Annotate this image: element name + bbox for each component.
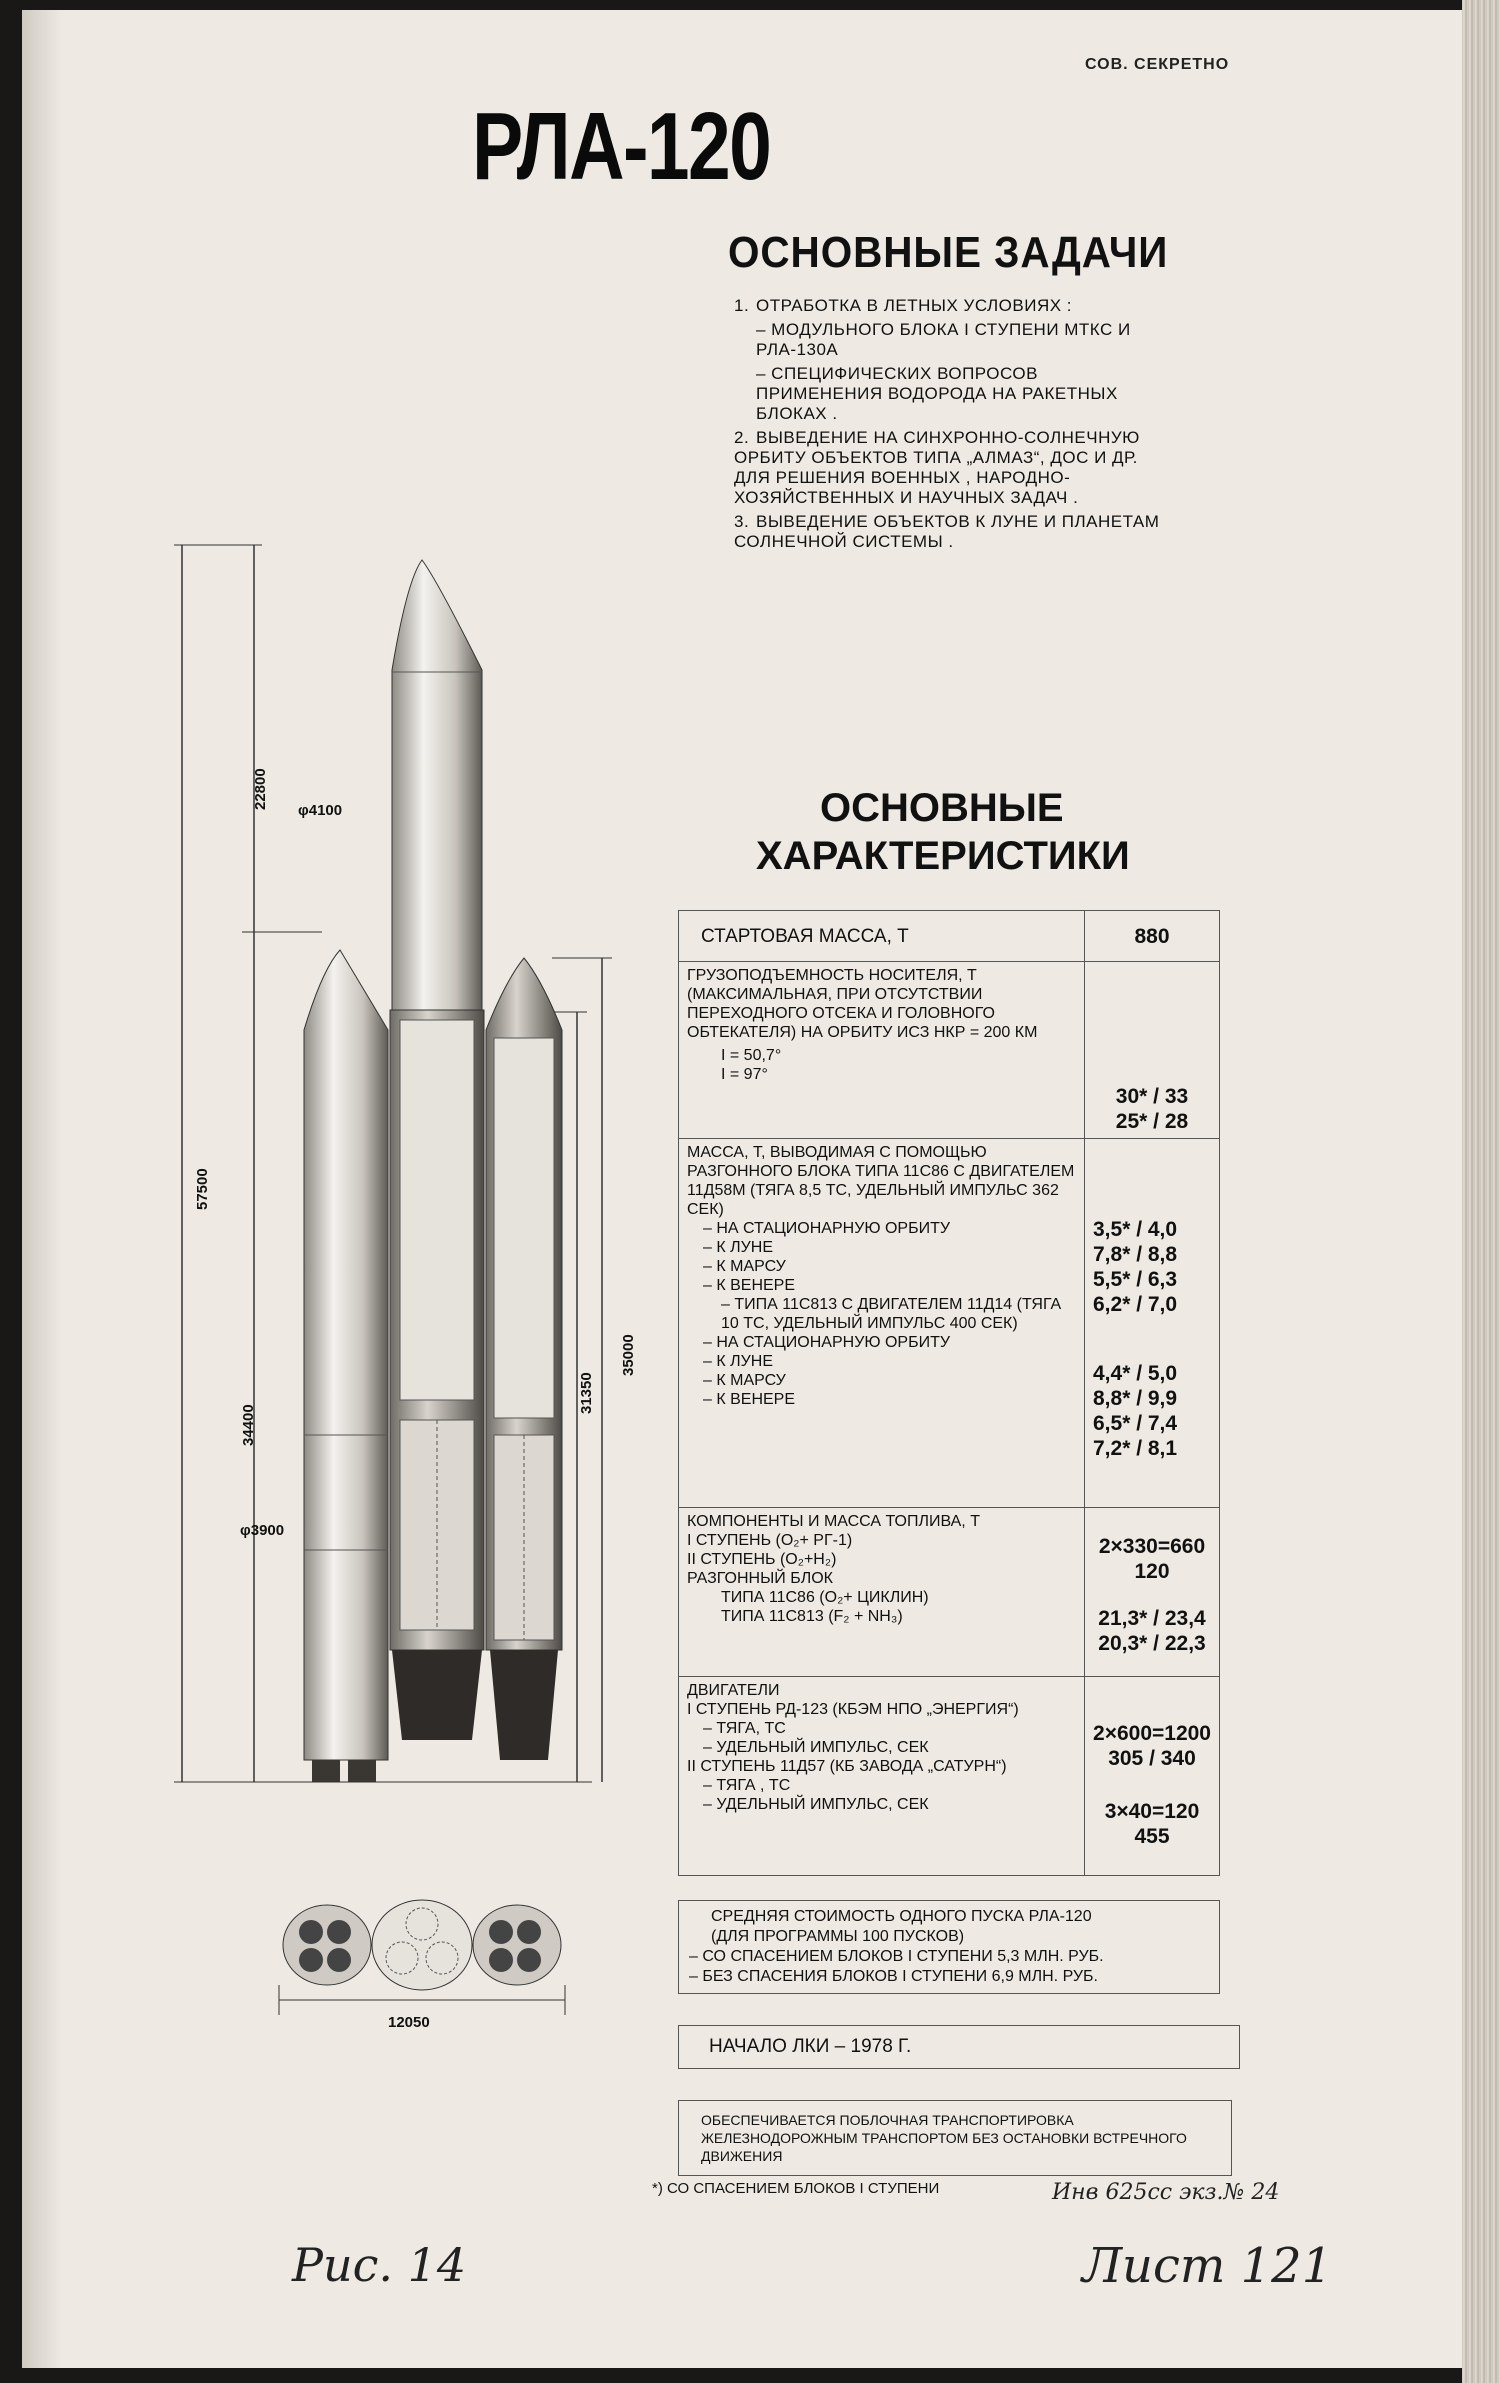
- upper-stage-row-label: – К МАРСУ: [703, 1258, 786, 1275]
- propellant-label: КОМПОНЕНТЫ И МАССА ТОПЛИВА, Т: [687, 1513, 980, 1530]
- cost-line: – БЕЗ СПАСЕНИЯ БЛОКОВ I СТУПЕНИ 6,9 МЛН. РУБ.: [689, 1968, 1098, 1985]
- lki-box: НАЧАЛО ЛКИ – 1978 Г.: [678, 2025, 1240, 2069]
- dim-width: 12050: [388, 2014, 430, 2031]
- engines-row-label: – ТЯГА, ТС: [703, 1720, 786, 1737]
- engines-row-value: 305 / 340: [1108, 1747, 1196, 1770]
- table-row: [679, 962, 1220, 1139]
- rocket-bottom-view: [277, 1890, 567, 2020]
- transport-box: ОБЕСПЕЧИВАЕТСЯ ПОБЛОЧНАЯ ТРАНСПОРТИРОВКА ЖЕЛЕЗНОДОРОЖНЫМ ТРАНСПОРТОМ БЕЗ ОСТАНОВКИ ВСТРЕЧНОГО ДВИЖЕНИЯ: [678, 2100, 1232, 2176]
- dim-upper-height: 22800: [252, 768, 269, 810]
- table-row: [679, 1508, 1220, 1677]
- propellant-row-value: 120: [1134, 1560, 1170, 1583]
- propellant-row-label: ТИПА 11С813 (F₂ + NH₃): [721, 1608, 903, 1625]
- payload-row-value: 25* / 28: [1115, 1110, 1189, 1133]
- table-row: [679, 1139, 1220, 1508]
- sheet-number: Лист 121: [1082, 2238, 1333, 2294]
- table-row: [679, 911, 1220, 962]
- tasks-list: [734, 296, 1164, 556]
- upper-stage-row-label: – К ЛУНЕ: [703, 1353, 773, 1370]
- engines-row-value: 455: [1134, 1825, 1170, 1848]
- task-item: – СПЕЦИФИЧЕСКИХ ВОПРОСОВ ПРИМЕНЕНИЯ ВОДОРОДА НА РАКЕТНЫХ БЛОКАХ .: [756, 364, 1118, 423]
- task-item: 1. ОТРАБОТКА В ЛЕТНЫХ УСЛОВИЯХ :: [734, 296, 1073, 315]
- upper-stage-row-label: – К ЛУНЕ: [703, 1239, 773, 1256]
- upper-stage-label-b: – ТИПА 11С813 С ДВИГАТЕЛЕМ 11Д14 (ТЯГА 10 ТС, УДЕЛЬНЫЙ ИМПУЛЬС 400 СЕК): [721, 1296, 1062, 1332]
- dim-booster-height: 34400: [240, 1404, 257, 1446]
- payload-label: ГРУЗОПОДЪЕМНОСТЬ НОСИТЕЛЯ, Т (МАКСИМАЛЬНАЯ, ПРИ ОТСУТСТВИИ ПЕРЕХОДНОГО ОТСЕКА И ГОЛОВНОГО ОБТЕКАТЕЛЯ) НА ОРБИТУ ИСЗ HКР = 200 КМ: [687, 967, 1038, 1041]
- cost-line: СРЕДНЯЯ СТОИМОСТЬ ОДНОГО ПУСКА РЛА-120: [711, 1908, 1092, 1925]
- propellant-row-value: 20,3* / 22,3: [1098, 1632, 1206, 1655]
- launch-mass-label: СТАРТОВАЯ МАССА, Т: [679, 911, 1085, 962]
- cost-line: – СО СПАСЕНИЕМ БЛОКОВ I СТУПЕНИ 5,3 МЛН. РУБ.: [689, 1948, 1104, 1965]
- upper-stage-label: МАССА, Т, ВЫВОДИМАЯ С ПОМОЩЬЮ РАЗГОННОГО БЛОКА ТИПА 11С86 С ДВИГАТЕЛЕМ 11Д58М (ТЯГА 8,5 ТС, УДЕЛЬНЫЙ ИМПУЛЬС 362 СЕК): [687, 1144, 1075, 1218]
- engines-row-value: 2×600=1200: [1093, 1722, 1211, 1745]
- propellant-row-label: II СТУПЕНЬ (O₂+H₂): [687, 1551, 837, 1568]
- classification-stamp: СОВ. СЕКРЕТНО: [1085, 56, 1230, 73]
- figure-number: Рис. 14: [292, 2238, 467, 2292]
- propellant-row-label: ТИПА 11С86 (O₂+ ЦИКЛИН): [721, 1589, 929, 1606]
- cost-box: [678, 1900, 1220, 1994]
- characteristics-heading-1: ОСНОВНЫЕ: [820, 786, 1064, 830]
- engines-row-label: I СТУПЕНЬ РД-123 (КБЭМ НПО „ЭНЕРГИЯ“): [687, 1701, 1019, 1718]
- engines-label: ДВИГАТЕЛИ: [687, 1682, 780, 1699]
- upper-stage-row-label: – К ВЕНЕРЕ: [703, 1277, 796, 1294]
- payload-row-value: 30* / 33: [1115, 1085, 1189, 1108]
- upper-stage-row-value: 7,2* / 8,1: [1093, 1437, 1178, 1460]
- upper-stage-row-value: 6,5* / 7,4: [1093, 1412, 1178, 1435]
- upper-stage-row-value: 6,2* / 7,0: [1093, 1293, 1178, 1316]
- characteristics-table: [678, 910, 1220, 1876]
- dim-total-height: 57500: [194, 1168, 211, 1210]
- book-binding: [1462, 0, 1500, 2383]
- upper-stage-row-value: 7,8* / 8,8: [1093, 1243, 1178, 1266]
- page-title: РЛА-120: [472, 93, 771, 200]
- task-item: – МОДУЛЬНОГО БЛОКА I СТУПЕНИ МТКС И РЛА-130А: [756, 320, 1131, 359]
- upper-stage-row-value: 3,5* / 4,0: [1093, 1218, 1178, 1241]
- upper-stage-row-value: 5,5* / 6,3: [1093, 1268, 1178, 1291]
- payload-row-label: I = 50,7°: [721, 1047, 782, 1064]
- upper-stage-row-value: 4,4* / 5,0: [1093, 1362, 1178, 1385]
- dim-diameter-booster: φ3900: [240, 1522, 285, 1539]
- propellant-row-label: I СТУПЕНЬ (O₂+ РГ-1): [687, 1532, 853, 1549]
- propellant-row-value: 21,3* / 23,4: [1098, 1607, 1206, 1630]
- propellant-row-label: РАЗГОННЫЙ БЛОК: [687, 1570, 833, 1587]
- engines-row-label: II СТУПЕНЬ 11Д57 (КБ ЗАВОДА „САТУРН“): [687, 1758, 1007, 1775]
- task-item: 2. ВЫВЕДЕНИЕ НА СИНХРОННО-СОЛНЕЧНУЮ ОРБИТУ ОБЪЕКТОВ ТИПА „АЛМАЗ“, ДОС И ДР. ДЛЯ РЕШЕНИЯ ВОЕННЫХ , НАРОДНО-ХОЗЯЙСТВЕННЫХ И НАУЧНЫХ ЗАДАЧ .: [734, 428, 1140, 507]
- upper-stage-row-label: – К ВЕНЕРЕ: [703, 1391, 796, 1408]
- tasks-heading: ОСНОВНЫЕ ЗАДАЧИ: [728, 228, 1169, 277]
- payload-row-label: I = 97°: [721, 1066, 768, 1083]
- propellant-row-value: 2×330=660: [1098, 1535, 1206, 1558]
- task-item: 3. ВЫВЕДЕНИЕ ОБЪЕКТОВ К ЛУНЕ И ПЛАНЕТАМ СОЛНЕЧНОЙ СИСТЕМЫ .: [734, 512, 1160, 551]
- upper-stage-row-label: – НА СТАЦИОНАРНУЮ ОРБИТУ: [703, 1220, 951, 1237]
- engines-row-label: – ТЯГА , ТС: [703, 1777, 791, 1794]
- dim-diameter-upper: φ4100: [298, 802, 343, 819]
- rocket-drawing: [172, 540, 672, 1990]
- launch-mass-value: 880: [1085, 911, 1220, 962]
- dim-core-height-a: 31350: [578, 1372, 595, 1414]
- upper-stage-row-value: 8,8* / 9,9: [1093, 1387, 1178, 1410]
- cost-line: (ДЛЯ ПРОГРАММЫ 100 ПУСКОВ): [711, 1928, 965, 1945]
- upper-stage-row-label: – К МАРСУ: [703, 1372, 786, 1389]
- engines-row-value: 3×40=120: [1104, 1800, 1200, 1823]
- inventory-note: Инв 625сс экз.№ 24: [1052, 2180, 1280, 2205]
- footnote: *) СО СПАСЕНИЕМ БЛОКОВ I СТУПЕНИ: [652, 2180, 940, 2197]
- document-page: [22, 10, 1462, 2368]
- characteristics-heading-2: ХАРАКТЕРИСТИКИ: [756, 834, 1130, 878]
- upper-stage-row-label: – НА СТАЦИОНАРНУЮ ОРБИТУ: [703, 1334, 951, 1351]
- engines-row-label: – УДЕЛЬНЫЙ ИМПУЛЬС, СЕК: [703, 1739, 929, 1756]
- engines-row-label: – УДЕЛЬНЫЙ ИМПУЛЬС, СЕК: [703, 1796, 929, 1813]
- dim-core-height-b: 35000: [620, 1334, 637, 1376]
- table-row: [679, 1677, 1220, 1876]
